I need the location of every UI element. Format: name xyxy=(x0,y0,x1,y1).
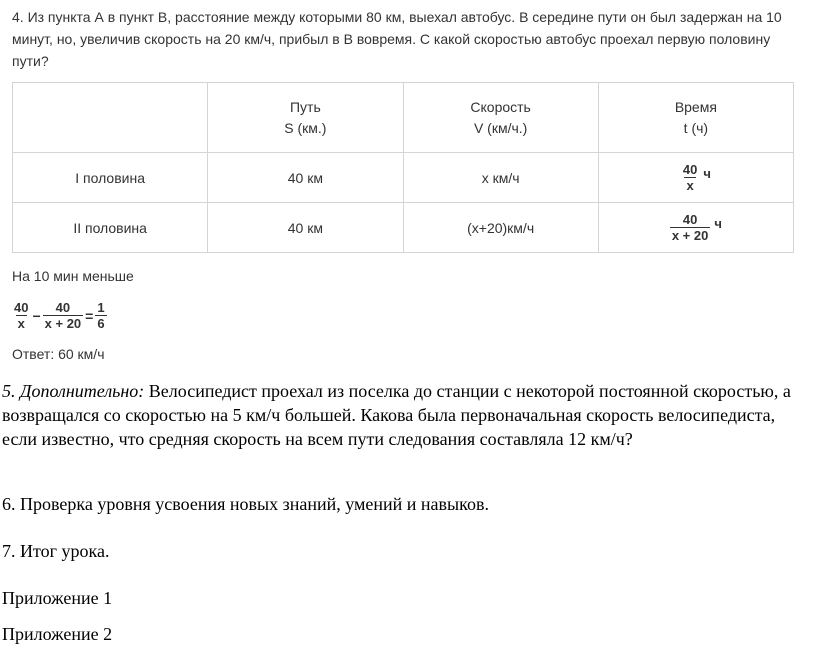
row-time xyxy=(598,153,793,203)
fraction-denominator: 6 xyxy=(97,316,105,331)
row-speed: х км/ч xyxy=(403,153,598,203)
fraction-denominator: x + 20 xyxy=(44,316,82,331)
header-distance-unit: S (км.) xyxy=(284,119,327,136)
equation-fraction-2 xyxy=(43,300,84,331)
fraction-denominator: x xyxy=(686,178,694,193)
problem-4-text: 4. Из пункта А в пункт В, расстояние между которыми 80 км, выехал автобус. В середине пути он был задержан на 10 минут, но, увеличив скорость на 20 км/ч, прибыл в В вовремя. С какой скоростью автобус проехал первую половину пути? xyxy=(12,9,782,69)
time-fraction xyxy=(681,162,699,193)
fraction-numerator: 40 xyxy=(55,300,71,315)
fraction-denominator: x xyxy=(17,316,25,331)
header-time-unit: t (ч) xyxy=(683,119,709,136)
appendix-2: Приложение 2 xyxy=(2,624,113,644)
fraction-numerator: 40 xyxy=(682,162,698,177)
difference-note: На 10 мин меньше xyxy=(12,268,134,284)
row-distance: 40 км xyxy=(208,153,403,203)
row-speed: (х+20)км/ч xyxy=(403,203,598,253)
row-label: I половина xyxy=(13,153,208,203)
fraction-denominator: x + 20 xyxy=(671,228,709,243)
header-speed-unit: V (км/ч.) xyxy=(473,119,528,136)
equals-sign: = xyxy=(85,307,94,324)
fraction-numerator: 1 xyxy=(97,300,105,315)
problem-5-lead: 5. Дополнительно: xyxy=(2,381,145,401)
equation-fraction-1 xyxy=(12,300,30,331)
table-header-row xyxy=(13,83,794,153)
row-distance: 40 км xyxy=(208,203,403,253)
header-speed-title: Скорость xyxy=(470,98,531,115)
header-empty xyxy=(13,83,208,153)
time-unit: ч xyxy=(703,166,711,181)
fraction-numerator: 40 xyxy=(14,300,29,315)
time-unit: ч xyxy=(714,216,722,231)
header-distance xyxy=(208,83,403,153)
item-7: 7. Итог урока. xyxy=(2,541,110,561)
row-time xyxy=(598,203,793,253)
row-label: II половина xyxy=(13,203,208,253)
motion-table xyxy=(12,82,794,253)
fraction-numerator: 40 xyxy=(682,212,698,227)
header-time xyxy=(598,83,793,153)
problem-5-body: Велосипедист проехал из поселка до станции с некоторой постоянной скоростью, а возвращался со скоростью на 5 км/ч большей. Какова была первоначальная скорость велосипедиста, если известно, что средняя скорость на всем пути следования составляла 12 км/ч? xyxy=(2,381,791,449)
table-row xyxy=(13,153,794,203)
header-speed xyxy=(403,83,598,153)
answer-text: Ответ: 60 км/ч xyxy=(12,346,105,362)
minus-sign: − xyxy=(32,307,41,324)
header-distance-title: Путь xyxy=(289,98,321,115)
header-time-title: Время xyxy=(674,98,717,115)
table-row xyxy=(13,203,794,253)
equation xyxy=(12,300,107,331)
time-fraction xyxy=(670,212,711,243)
item-6: 6. Проверка уровня усвоения новых знаний, умений и навыков. xyxy=(2,494,489,514)
equation-fraction-3 xyxy=(95,300,106,331)
problem-5-text xyxy=(2,379,792,451)
appendix-1: Приложение 1 xyxy=(2,588,113,608)
